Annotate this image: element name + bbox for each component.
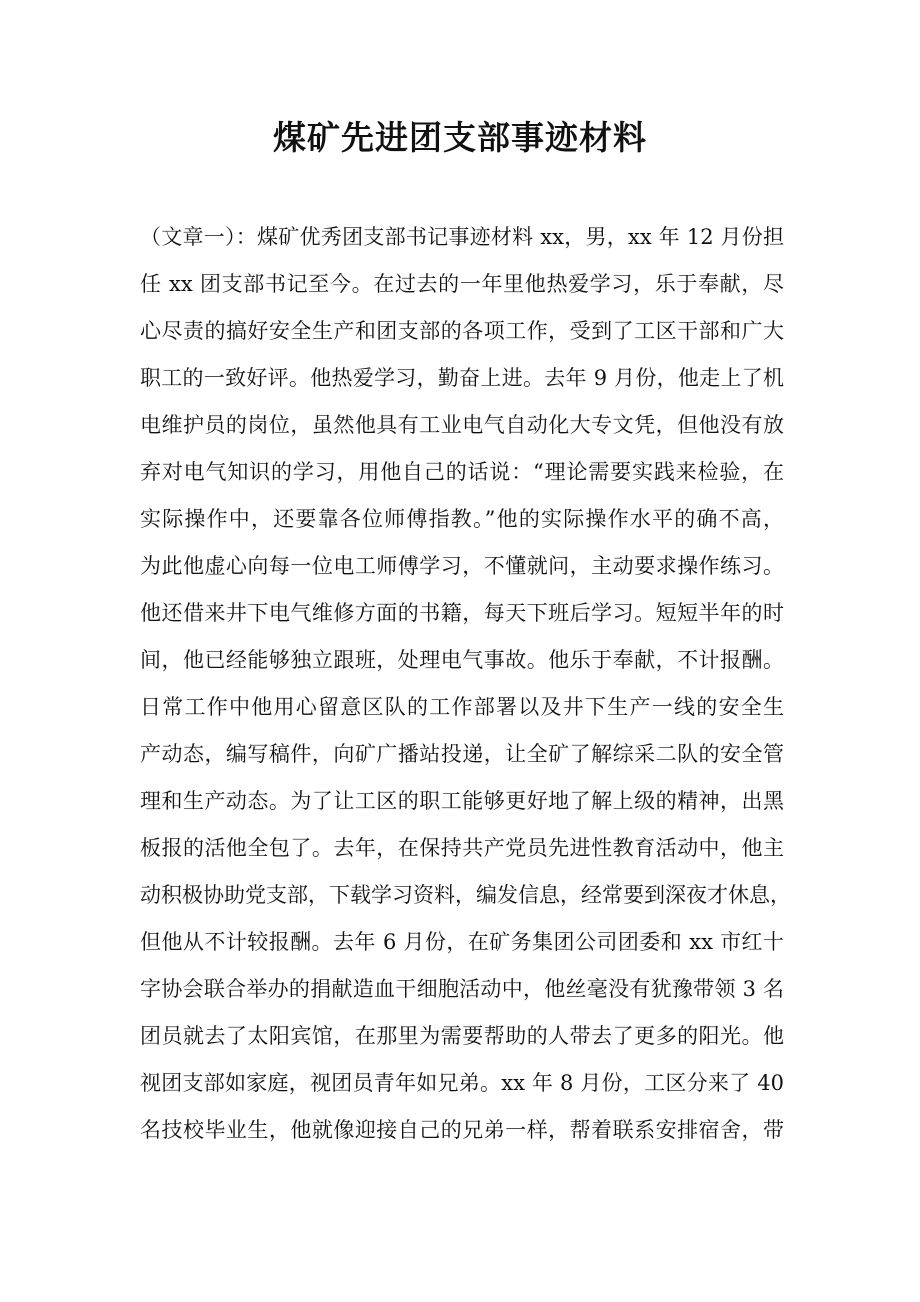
body-line: 间，他已经能够独立跟班，处理电气事故。他乐于奉献，不计报酬。 xyxy=(140,648,784,672)
body-line: 字协会联合举办的捐献造血干细胞活动中，他丝毫没有犹豫带领 3 名 xyxy=(140,977,784,1001)
document-body xyxy=(140,214,791,1154)
body-line: 理和生产动态。为了让工区的职工能够更好地了解上级的精神，出黑 xyxy=(140,789,784,813)
body-line: 动积极协助党支部，下载学习资料，编发信息，经常要到深夜才休息， xyxy=(140,883,791,907)
body-line: 产动态，编写稿件，向矿广播站投递，让全矿了解综采二队的安全管 xyxy=(140,742,784,766)
body-line: 任 xx 团支部书记至今。在过去的一年里他热爱学习，乐于奉献，尽 xyxy=(140,272,784,296)
body-line: 电维护员的岗位，虽然他具有工业电气自动化大专文凭，但他没有放 xyxy=(140,413,784,437)
body-line: 团员就去了太阳宾馆，在那里为需要帮助的人带去了更多的阳光。他 xyxy=(140,1024,784,1048)
body-line: 弃对电气知识的学习，用他自己的话说：“理论需要实践来检验，在 xyxy=(140,460,784,484)
body-line: 实际操作中，还要靠各位师傅指教。”他的实际操作水平的确不高， xyxy=(140,507,784,531)
body-line: 板报的活他全包了。去年，在保持共产党员先进性教育活动中，他主 xyxy=(140,836,784,860)
body-line: 他还借来井下电气维修方面的书籍，每天下班后学习。短短半年的时 xyxy=(140,601,784,625)
body-line: 名技校毕业生，他就像迎接自己的兄弟一样，帮着联系安排宿舍，带 xyxy=(140,1118,784,1142)
body-line: 职工的一致好评。他热爱学习，勤奋上进。去年 9 月份，他走上了机 xyxy=(140,366,784,390)
body-line: （文章一）：煤矿优秀团支部书记事迹材料 xx，男，xx 年 12 月份担 xyxy=(140,225,784,249)
body-line: 视团支部如家庭，视团员青年如兄弟。xx 年 8 月份，工区分来了 40 xyxy=(140,1071,784,1095)
body-line: 但他从不计较报酬。去年 6 月份，在矿务集团公司团委和 xx 市红十 xyxy=(140,930,784,954)
body-line: 为此他虚心向每一位电工师傅学习，不懂就问，主动要求操作练习。 xyxy=(140,554,784,578)
body-line: 日常工作中他用心留意区队的工作部署以及井下生产一线的安全生 xyxy=(140,695,784,719)
document-title: 煤矿先进团支部事迹材料 xyxy=(273,118,647,157)
body-line: 心尽责的搞好安全生产和团支部的各项工作，受到了工区干部和广大 xyxy=(140,319,784,343)
